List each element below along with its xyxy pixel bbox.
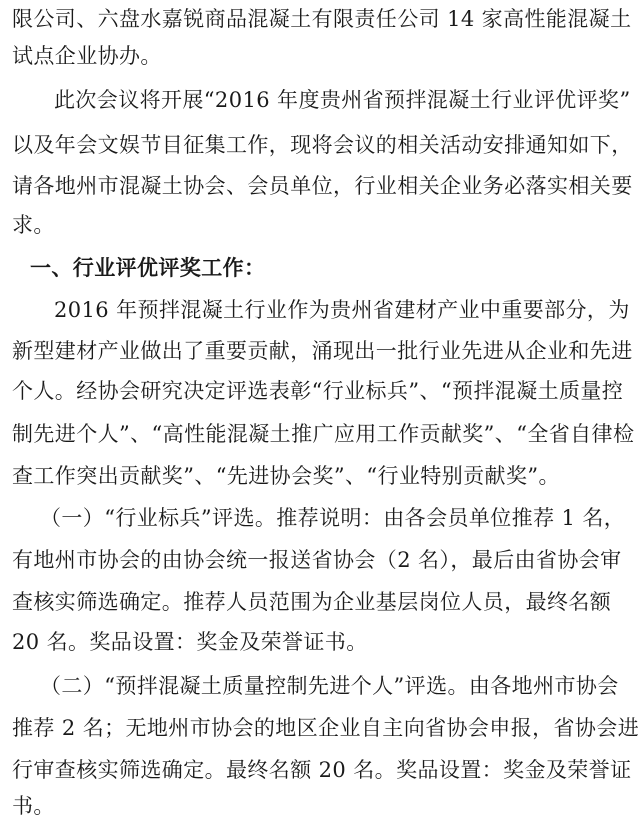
- section-heading: 一、行业评优评奖工作：: [30, 255, 266, 280]
- item-one-line-4: 20 名。奖品设置：奖金及荣誉证书。: [12, 630, 368, 654]
- item-two-line-2: 推荐 2 名；无地州市协会的地区企业自主向省协会申报，省协会进: [12, 716, 640, 740]
- paragraph-award-line-2: 新型建材产业做出了重要贡献，涌现出一批行业先进从企业和先进: [12, 339, 633, 363]
- item-one-line-3: 查核实筛选确定。推荐人员范围为企业基层岗位人员，最终名额: [12, 590, 612, 614]
- item-one-line-2: 有地州市协会的由协会统一报送省协会（2 名），最后由省协会审: [12, 548, 622, 572]
- item-two-line-4: 书。: [12, 794, 55, 818]
- text-line-1: 限公司、六盘水嘉锐商品混凝土有限责任公司 14 家高性能混凝土: [12, 7, 632, 31]
- text-line-2: 试点企业协办。: [12, 44, 162, 68]
- paragraph-award-line-5: 查工作突出贡献奖”、“先进协会奖”、“行业特别贡献奖”。: [12, 464, 560, 488]
- paragraph-award-line-1: 2016 年预拌混凝土行业作为贵州省建材产业中重要部分，为: [54, 298, 630, 322]
- paragraph-meeting-line-3: 请各地州市混凝土协会、会员单位，行业相关企业务必落实相关要: [12, 174, 633, 198]
- paragraph-meeting-line-2: 以及年会文娱节目征集工作，现将会议的相关活动安排通知如下，: [12, 133, 633, 157]
- paragraph-award-line-3: 个人。经协会研究决定评选表彰“行业标兵”、“预拌混凝土质量控: [12, 379, 624, 403]
- paragraph-award-line-4: 制先进个人”、“高性能混凝土推广应用工作贡献奖”、“全省自律检: [12, 422, 635, 446]
- paragraph-meeting-line-4: 求。: [12, 213, 55, 237]
- paragraph-meeting-line-1: 此次会议将开展“2016 年度贵州省预拌混凝土行业评优评奖”: [54, 88, 631, 112]
- item-two-line-3: 行审查核实筛选确定。最终名额 20 名。奖品设置：奖金及荣誉证: [12, 758, 632, 782]
- item-two-line-1: （二）“预拌混凝土质量控制先进个人”评选。由各地州市协会: [40, 674, 619, 698]
- item-one-line-1: （一）“行业标兵”评选。推荐说明：由各会员单位推荐 1 名，: [40, 506, 626, 530]
